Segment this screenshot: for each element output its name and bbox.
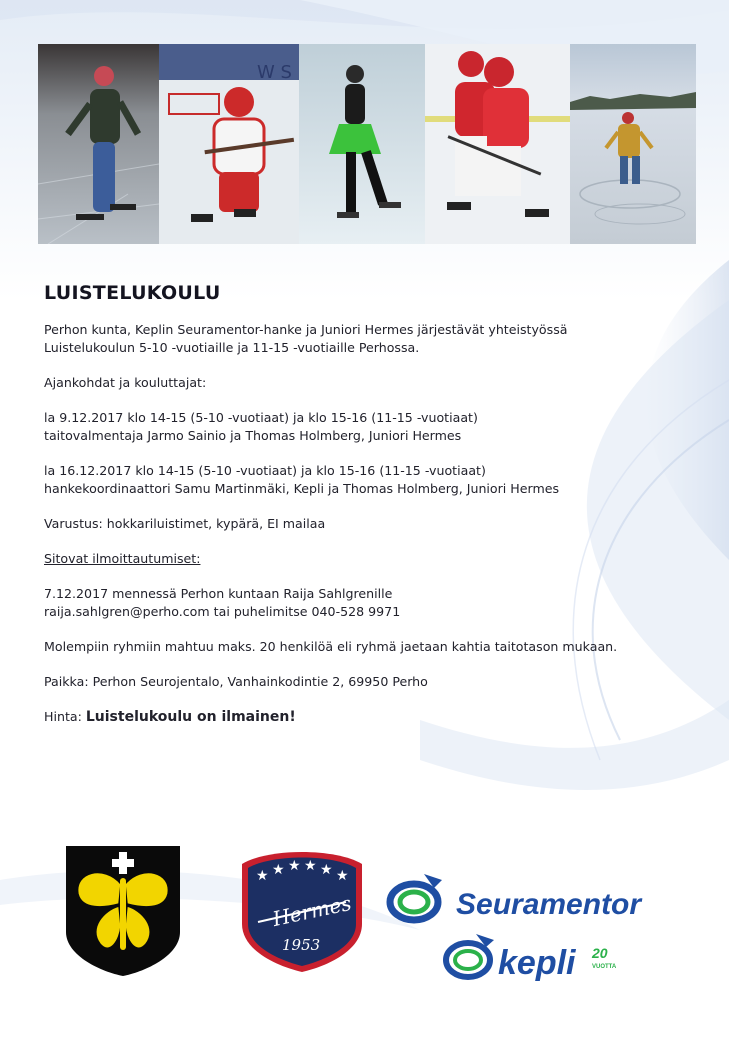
session-1 xyxy=(44,409,694,445)
kepli-badge-number: 20 xyxy=(592,945,608,961)
registration-contact[interactable]: raija.sahlgren@perho.com tai puhelimitse 040-528 9971 xyxy=(44,604,401,619)
svg-text:★: ★ xyxy=(256,868,269,884)
hermes-script-text: Hermes xyxy=(270,890,354,931)
kepli-badge-text: VUOTTA xyxy=(592,964,617,970)
photo-figure-skater xyxy=(299,44,425,244)
intro-line-2: Luistelukoulun 5-10 -vuotiaille ja 11-15 -vuotiaille Perhossa. xyxy=(44,340,420,355)
session-2-coaches: hankekoordinaattori Samu Martinmäki, Kepli ja Thomas Holmberg, Juniori Hermes xyxy=(44,481,560,496)
page-title: LUISTELUKOULU xyxy=(44,282,221,304)
kepli-text: kepli xyxy=(498,944,576,982)
session-1-time: la 9.12.2017 klo 14-15 (5-10 -vuotiaat) ja klo 15-16 (11-15 -vuotiaat) xyxy=(44,410,478,425)
seuramentor-text: Seuramentor xyxy=(456,888,642,921)
intro-paragraph xyxy=(44,321,694,357)
svg-text:★: ★ xyxy=(320,862,333,878)
registration-heading: Sitovat ilmoittautumiset: xyxy=(44,551,201,566)
svg-text:★: ★ xyxy=(336,868,349,884)
intro-line-1: Perhon kunta, Keplin Seuramentor-hanke ja Juniori Hermes järjestävät yhteistyössä xyxy=(44,322,568,337)
session-1-coaches: taitovalmentaja Jarmo Sainio ja Thomas Holmberg, Juniori Hermes xyxy=(44,428,462,443)
photo-two-hockey-players xyxy=(425,44,570,244)
svg-text:★: ★ xyxy=(288,858,301,874)
hermes-year-text: 1953 xyxy=(282,936,321,954)
kepli-logo xyxy=(440,930,630,986)
photo-skater-on-lake xyxy=(570,44,696,244)
hermes-club-logo xyxy=(238,846,366,974)
location-line: Paikka: Perhon Seurojentalo, Vanhainkodintie 2, 69950 Perho xyxy=(44,674,428,689)
price-line xyxy=(44,708,694,726)
session-2-time: la 16.12.2017 klo 14-15 (5-10 -vuotiaat) ja klo 15-16 (11-15 -vuotiaat) xyxy=(44,463,486,478)
svg-text:W S: W S xyxy=(257,62,292,83)
session-2 xyxy=(44,462,694,498)
photo-child-skating-ice xyxy=(38,44,159,244)
schedule-heading: Ajankohdat ja kouluttajat: xyxy=(44,375,207,390)
poster-content xyxy=(44,282,694,743)
logo-row xyxy=(0,830,729,1030)
price-value: Luistelukoulu on ilmainen! xyxy=(85,709,296,725)
equipment-line: Varustus: hokkariluistimet, kypärä, EI mailaa xyxy=(44,516,326,531)
registration-details xyxy=(44,585,694,621)
photo-hockey-player xyxy=(159,44,299,244)
swirl-icon xyxy=(446,934,494,977)
registration-deadline: 7.12.2017 mennessä Perhon kuntaan Raija Sahlgrenille xyxy=(44,586,393,601)
swirl-icon xyxy=(390,874,442,920)
perho-coat-of-arms-logo xyxy=(64,844,182,978)
svg-text:★: ★ xyxy=(304,858,317,874)
seuramentor-logo xyxy=(384,870,674,930)
svg-text:★: ★ xyxy=(272,862,285,878)
photo-strip xyxy=(38,44,696,244)
price-label: Hinta: xyxy=(44,709,82,724)
capacity-line: Molempiin ryhmiin mahtuu maks. 20 henkilöä eli ryhmä jaetaan kahtia taitotason mukaan. xyxy=(44,639,618,654)
